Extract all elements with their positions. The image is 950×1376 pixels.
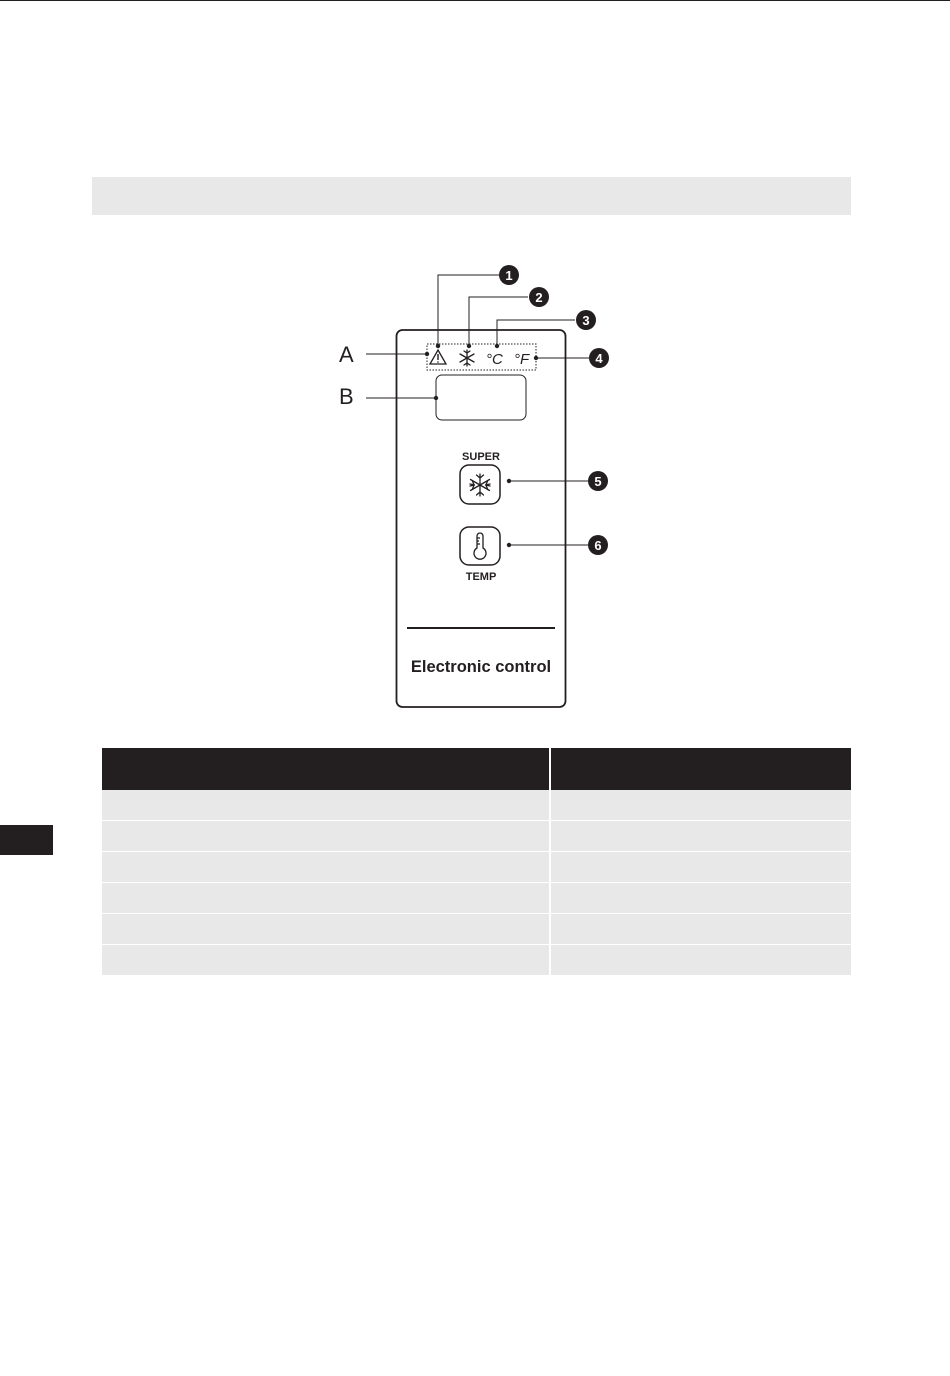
svg-text:1: 1 [505,268,513,283]
page-top-rule [0,0,950,1]
callout-letter-a: A [339,342,354,367]
chapter-side-tab [0,825,53,855]
control-panel-diagram [330,260,620,715]
table-cell [102,883,550,914]
temp-label: TEMP [465,571,497,583]
fahrenheit-indicator: °F [514,351,530,368]
table-row [102,945,851,976]
table-cell [550,945,851,976]
callout-badge-6 [588,535,608,555]
callout-badge-3 [576,310,596,330]
alarm-icon [430,350,446,364]
table-row [102,883,851,914]
super-button[interactable] [460,465,500,504]
snowflake-indicator-icon [460,350,474,366]
table-cell [550,790,851,821]
table-cell [550,821,851,852]
electronic-control-label: Electronic control [410,658,552,676]
super-label: SUPER [462,451,500,463]
control-panel-outline [397,330,566,707]
leader-dots [425,344,538,547]
svg-text:3: 3 [582,313,590,328]
callout-letter-b: B [339,384,354,409]
temp-button[interactable] [460,527,500,565]
table-cell [102,914,550,945]
table-cell [102,945,550,976]
svg-text:2: 2 [535,290,543,305]
table-cell [102,821,550,852]
table-header-cell [102,748,550,790]
table-cell [550,883,851,914]
svg-text:5: 5 [594,474,602,489]
table-cell [102,852,550,883]
callout-badge-5 [588,471,608,491]
description-table [102,748,851,976]
table-header-cell [550,748,851,790]
callout-badge-2 [529,287,549,307]
callout-badge-1 [499,265,519,285]
table-row [102,821,851,852]
section-heading-band [92,177,851,215]
table-header-row [102,748,851,790]
table-row [102,852,851,883]
celsius-indicator: °C [486,351,503,368]
temperature-display-window [436,375,526,420]
table-row [102,914,851,945]
table-cell [102,790,550,821]
table-cell [550,852,851,883]
svg-text:4: 4 [595,351,603,366]
svg-text:6: 6 [594,538,602,553]
table-cell [550,914,851,945]
callout-badge-4 [589,348,609,368]
table-row [102,790,851,821]
